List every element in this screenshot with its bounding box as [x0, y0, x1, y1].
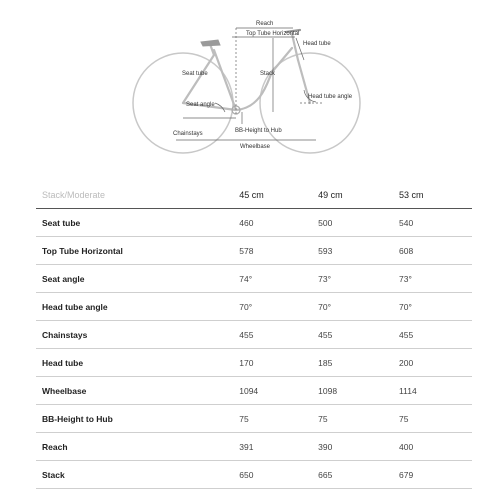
row-value: 650 [239, 469, 254, 480]
row-value: 1114 [399, 385, 417, 396]
label-seat-tube: Seat tube [182, 71, 208, 77]
row-value: 500 [318, 217, 333, 228]
table-row [36, 265, 472, 293]
row-value: 608 [399, 245, 414, 256]
row-value: 200 [399, 357, 414, 368]
row-value: 70° [399, 301, 412, 312]
label-bb-height-to-hub: BB-Height to Hub [235, 128, 282, 134]
row-value: 679 [399, 469, 414, 480]
row-label: Seat angle [42, 273, 85, 284]
row-value: 1094 [239, 385, 259, 396]
row-label: Wheelbase [42, 385, 87, 396]
row-label: BB-Height to Hub [42, 413, 113, 424]
row-value: 74° [239, 273, 253, 284]
label-head-tube-angle: Head tube angle [308, 94, 353, 100]
table-row [36, 433, 472, 461]
row-value: 75 [318, 413, 328, 424]
row-value: 460 [239, 217, 254, 228]
row-value: 75 [399, 413, 409, 424]
row-value: 578 [239, 245, 254, 256]
table-row [36, 321, 472, 349]
table-header [36, 182, 472, 209]
table-row [36, 461, 472, 489]
row-value: 75 [239, 413, 249, 424]
header-label: Stack/Moderate [42, 190, 106, 200]
row-value: 70° [318, 301, 332, 312]
row-value: 170 [239, 357, 254, 368]
label-stack: Stack [260, 71, 276, 77]
bike-geometry-diagram [0, 0, 500, 165]
size-45: 45 cm [239, 190, 264, 200]
row-value: 1098 [318, 385, 338, 396]
label-chainstays: Chainstays [173, 131, 203, 137]
row-value: 540 [399, 217, 414, 228]
row-label: Reach [42, 441, 68, 452]
row-value: 73° [318, 273, 332, 284]
row-value: 455 [239, 329, 254, 340]
row-label: Seat tube [42, 217, 81, 228]
label-seat-angle: Seat angle [186, 102, 215, 108]
label-top-tube-horizontal: Top Tube Horizontal [246, 31, 300, 37]
row-value: 455 [318, 329, 333, 340]
row-label: Head tube angle [42, 301, 108, 312]
row-value: 185 [318, 357, 333, 368]
label-reach: Reach [256, 21, 274, 27]
row-value: 400 [399, 441, 414, 452]
geometry-table [36, 182, 472, 489]
row-value: 73° [399, 273, 412, 284]
size-49: 49 cm [318, 190, 343, 200]
row-label: Top Tube Horizontal [42, 245, 123, 256]
size-53: 53 cm [399, 190, 424, 200]
row-value: 665 [318, 469, 333, 480]
row-value: 593 [318, 245, 333, 256]
row-label: Chainstays [42, 329, 88, 340]
table-row [36, 237, 472, 265]
row-value: 391 [239, 441, 254, 452]
label-wheelbase: Wheelbase [240, 144, 271, 150]
table-row [36, 349, 472, 377]
row-label: Head tube [42, 357, 84, 368]
label-head-tube: Head tube [303, 41, 331, 47]
table-row [36, 293, 472, 321]
row-label: Stack [42, 469, 65, 480]
table-row [36, 209, 472, 237]
row-value: 390 [318, 441, 333, 452]
table-row [36, 377, 472, 405]
table-row [36, 405, 472, 433]
row-value: 455 [399, 329, 414, 340]
dimension-lines [176, 28, 322, 140]
row-value: 70° [239, 301, 253, 312]
